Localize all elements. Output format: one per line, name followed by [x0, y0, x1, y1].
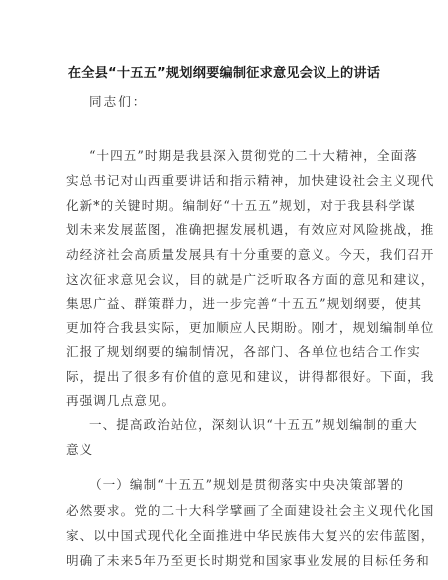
paragraph-line: 汇报了规划纲要的编制情况，各部门、各单位也结合工作实 [66, 344, 421, 359]
paragraph-line: 划未来发展蓝图，准确把握发展机遇，有效应对风险挑战，推 [66, 222, 435, 237]
paragraph-line: 际，提出了很多有价值的意见和建议，讲得都很好。下面，我 [66, 369, 435, 384]
subsection-line: 明确了未来5年乃至更长时期党和国家事业发展的目标任务和 [66, 553, 430, 568]
document-title: 在全县“十五五”规划纲要编制征求意见会议上的讲话 [67, 66, 381, 81]
paragraph-line: “十四五”时期是我县深入贯彻党的二十大精神，全面落 [89, 148, 418, 163]
paragraph-line: 动经济社会高质量发展具有十分重要的意义。今天，我们召开 [66, 247, 435, 262]
paragraph-line: 实总书记对山西重要讲话和指示精神，加快建设社会主义现代 [66, 173, 435, 188]
subsection-line: 家、以中国式现代化全面推进中华民族伟大复兴的宏伟蓝图， [66, 528, 435, 543]
paragraph-line: 集思广益、群策群力，进一步完善“十五五”规划纲要，使其 [66, 296, 423, 311]
paragraph-line: 这次征求意见会议，目的就是广泛听取各方面的意见和建议， [66, 272, 435, 287]
subsection-line: 必然要求。党的二十大科学擘画了全面建设社会主义现代化国 [66, 503, 435, 518]
paragraph-line: 再强调几点意见。 [66, 393, 176, 408]
section-heading: 一、提高政治站位，深刻认识“十五五”规划编制的重大 [89, 417, 418, 432]
salutation: 同志们： [89, 94, 148, 109]
subsection-line: （一）编制“十五五”规划是贯彻落实中央决策部署的 [89, 477, 405, 492]
section-heading: 意义 [66, 442, 94, 457]
paragraph-line: 更加符合我县实际，更加顺应人民期盼。刚才，规划编制单位 [66, 320, 435, 335]
paragraph-line: 化新*的关键时期。编制好“十五五”规划，对于我县科学谋 [66, 198, 416, 213]
